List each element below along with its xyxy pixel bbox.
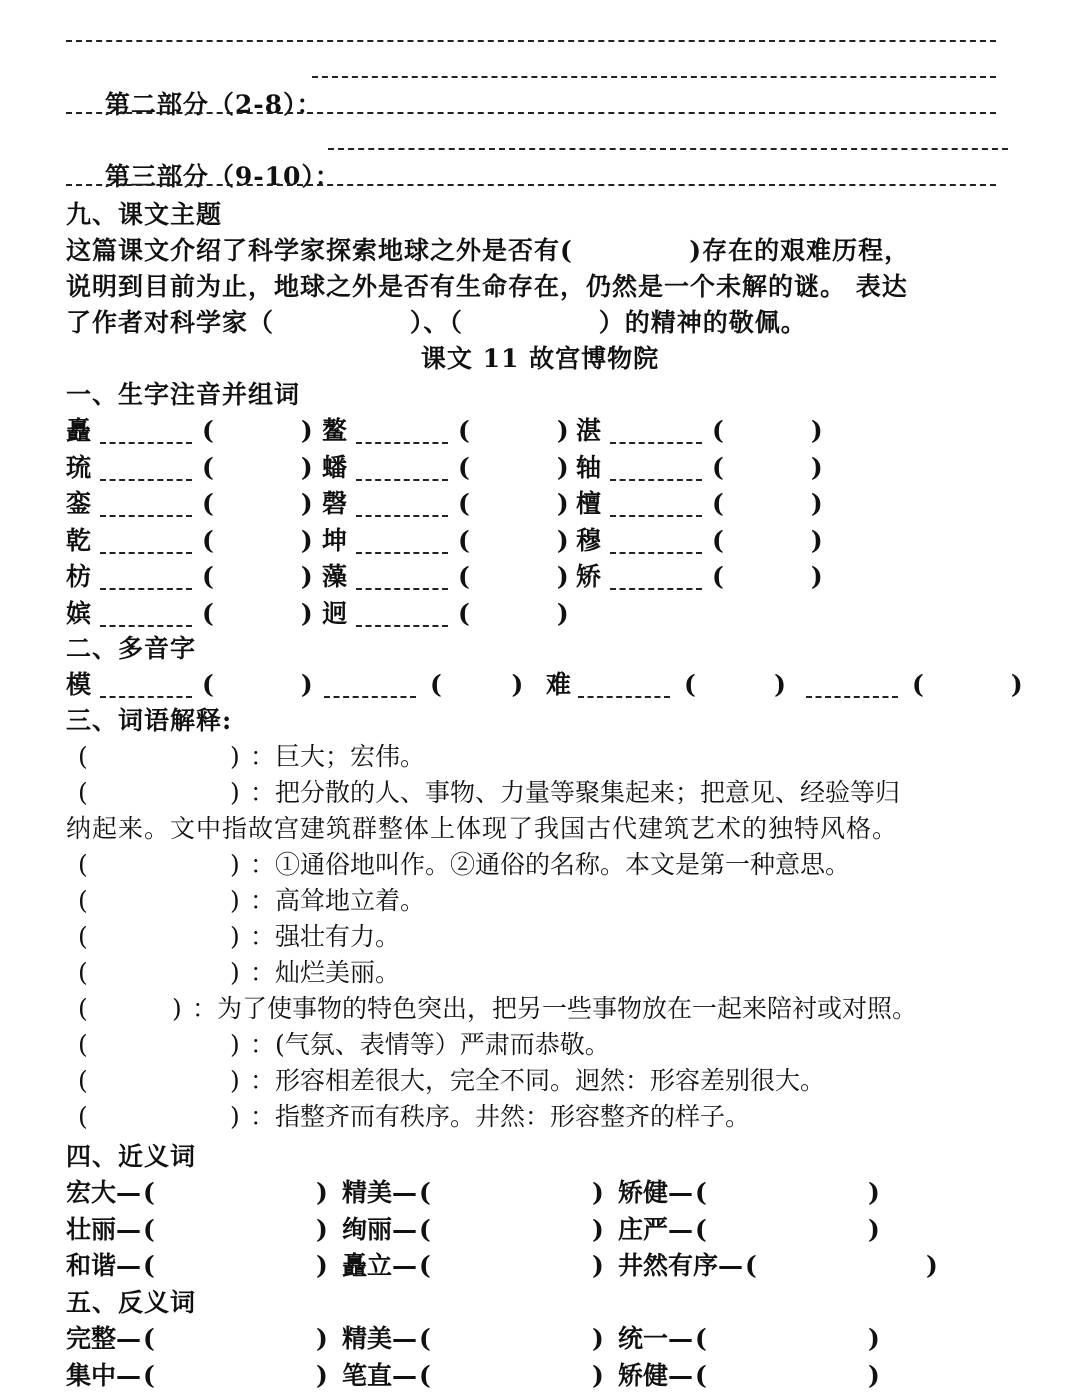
lesson-title: 课文 11 故宫博物院: [420, 344, 660, 373]
s1-char: 鳌: [322, 416, 348, 445]
s1-char: 迥: [322, 598, 348, 628]
paren: ( ): [458, 416, 569, 445]
answer-blank: [356, 420, 448, 444]
paren: ( ): [430, 670, 524, 699]
answer-blank: [610, 566, 702, 590]
paren: ): [230, 850, 240, 879]
outline-part2-label: 第二部分（2-8）：: [104, 90, 323, 119]
paren: (: [78, 1066, 88, 1095]
s5-word: 集中—: [66, 1360, 142, 1390]
paren: (: [143, 1214, 155, 1244]
answer-blank: [356, 530, 448, 554]
s3-definition: ：灿烂美丽。: [250, 958, 401, 987]
answer-blank: [100, 603, 192, 627]
answer-blank: [100, 674, 192, 698]
paren: (: [78, 1102, 88, 1131]
paren: ( ): [458, 562, 569, 591]
s3-definition: ：把分散的人、事物、力量等聚集起来；把意见、经验等归: [250, 778, 901, 807]
answer-blank: [356, 566, 448, 590]
section9-line3: 了作者对科学家（ ）、（ ）的精神的敬佩。: [66, 308, 807, 337]
outline-part2: [66, 54, 1020, 119]
paren: ): [230, 1030, 240, 1059]
s3-item: [78, 1100, 1038, 1134]
s5-heading: 五、反义词: [66, 1288, 197, 1317]
s4-row: [66, 1213, 1006, 1247]
s4-heading: 四、近义词: [66, 1142, 197, 1171]
paren: ): [316, 1251, 328, 1280]
paren: ): [926, 1251, 938, 1280]
section9-heading: 九、课文主题: [66, 200, 223, 229]
s1-char: 矗: [66, 416, 92, 445]
paren: (: [78, 1030, 88, 1059]
paren: (: [695, 1178, 707, 1207]
s2-char: 难: [546, 670, 572, 699]
paren: (: [143, 1360, 155, 1390]
paren: (: [78, 850, 88, 879]
answer-blank: [578, 674, 670, 698]
s4-row: [66, 1176, 1006, 1210]
paren: (: [745, 1251, 757, 1280]
s1-char: 穆: [576, 525, 602, 555]
s3-item: [78, 1064, 1038, 1098]
paren: ): [868, 1324, 880, 1353]
s3-definition: ：巨大；宏伟。: [250, 742, 426, 771]
paren: ( ): [684, 670, 786, 699]
s1-char: 嫔: [66, 598, 92, 628]
s3-definition: ：高耸地立着。: [250, 886, 426, 915]
paren: ): [316, 1360, 328, 1390]
s5-word: 精美—: [342, 1324, 418, 1353]
s3-definition: ：为了使事物的特色突出，把另一些事物放在一起来陪衬或对照。: [192, 994, 918, 1023]
paren: (: [419, 1214, 431, 1244]
answer-blank: [610, 530, 702, 554]
answer-blank: [100, 530, 192, 554]
paren: (: [143, 1178, 155, 1207]
paren: ): [230, 1102, 240, 1131]
paren: ): [592, 1251, 604, 1280]
outline-part3-label: 第三部分（9-10）：: [104, 162, 341, 191]
paren: ): [868, 1360, 880, 1390]
paren: (: [419, 1324, 431, 1353]
s1-row: [66, 597, 966, 631]
answer-blank: [610, 457, 702, 481]
s3-definition: ：强壮有力。: [250, 922, 401, 951]
answer-blank: [356, 493, 448, 517]
s1-char: 坤: [322, 525, 348, 555]
s4-word: 和谐—: [66, 1251, 142, 1280]
s5-word: 矫健—: [618, 1360, 694, 1390]
paren: ): [230, 886, 240, 915]
s1-char: 藻: [322, 562, 348, 591]
answer-blank: [356, 603, 448, 627]
paren: (: [695, 1214, 707, 1244]
s1-row: [66, 524, 966, 558]
s3-heading: 三、词语解释:: [66, 706, 233, 735]
s4-word: 精美—: [342, 1178, 418, 1207]
paren: ( ): [202, 489, 313, 518]
answer-line: [328, 148, 1008, 150]
s4-row: [66, 1249, 1006, 1283]
paren: ( ): [712, 452, 823, 482]
answer-blank: [356, 457, 448, 481]
s1-char: 矫: [576, 562, 602, 591]
paren: (: [695, 1324, 707, 1353]
s1-char: 轴: [576, 452, 602, 482]
paren: ( ): [712, 525, 823, 555]
s3-continuation: 纳起来。文中指故宫建筑群整体上体现了我国古代建筑艺术的独特风格。: [66, 814, 899, 843]
s3-item: [78, 920, 1038, 954]
s5-word: 完整—: [66, 1324, 142, 1353]
s1-char: 磬: [322, 489, 348, 518]
paren: ( ): [202, 416, 313, 445]
paren: ): [868, 1214, 880, 1244]
paren: ( ): [202, 562, 313, 591]
s4-word: 绚丽—: [342, 1214, 418, 1244]
paren: ( ): [202, 452, 313, 482]
paren: ( ): [712, 562, 823, 591]
s3-item: [78, 992, 1038, 1026]
s1-row: [66, 560, 966, 594]
s5-row: [66, 1322, 1006, 1356]
paren: ): [316, 1178, 328, 1207]
paren: ( ): [202, 598, 313, 628]
s3-item: [78, 776, 1038, 810]
answer-blank: [324, 674, 416, 698]
answer-line: [312, 76, 996, 78]
paren: ): [230, 958, 240, 987]
s3-item: [78, 1028, 1038, 1062]
answer-blank: [610, 493, 702, 517]
s2-heading: 二、多音字: [66, 634, 197, 663]
paren: ): [592, 1324, 604, 1353]
answer-blank: [806, 674, 898, 698]
s1-char: 蟠: [322, 452, 348, 482]
paren: ( ): [912, 670, 1023, 699]
s3-definition: ：(气氛、表情等）严肃而恭敬。: [250, 1030, 610, 1059]
paren: ): [230, 1066, 240, 1095]
s3-definition: ：形容相差很大，完全不同。迥然：形容差别很大。: [250, 1066, 826, 1095]
paren: (: [695, 1360, 707, 1390]
paren: ( ): [458, 489, 569, 518]
paren: ): [868, 1178, 880, 1207]
s3-item: [78, 884, 1038, 918]
answer-blank: [100, 420, 192, 444]
section9-line1: 这篇课文介绍了科学家探索地球之外是否有( )存在的艰难历程，: [66, 236, 911, 265]
s3-definition: ：指整齐而有秩序。井然：形容整齐的样子。: [250, 1102, 751, 1131]
paren: (: [419, 1178, 431, 1207]
s4-word: 矗立—: [342, 1251, 418, 1280]
s2-row: [66, 668, 1026, 702]
s3-item: [78, 848, 1038, 882]
paren: (: [78, 958, 88, 987]
s1-heading: 一、生字注音并组词: [66, 380, 301, 409]
answer-line: [66, 40, 996, 42]
paren: (: [78, 994, 88, 1023]
paren: ( ): [202, 525, 313, 555]
paren: ( ): [458, 452, 569, 482]
section9-line2: 说明到目前为止，地球之外是否有生命存在，仍然是一个未解的谜。 表达: [66, 272, 908, 301]
paren: ): [172, 994, 182, 1023]
answer-blank: [100, 493, 192, 517]
paren: (: [419, 1251, 431, 1280]
s4-word: 井然有序—: [618, 1251, 744, 1280]
paren: ): [592, 1360, 604, 1390]
s3-item: [78, 740, 1038, 774]
answer-blank: [100, 457, 192, 481]
s1-char: 琉: [66, 452, 92, 482]
answer-line: [66, 184, 996, 186]
s5-row: [66, 1359, 1006, 1393]
s1-row: [66, 487, 966, 521]
paren: ): [230, 742, 240, 771]
s2-char: 模: [66, 670, 92, 699]
paren: ): [316, 1214, 328, 1244]
s1-char: 湛: [576, 416, 602, 445]
paren: ( ): [712, 489, 823, 518]
s4-word: 壮丽—: [66, 1214, 142, 1244]
s4-word: 庄严—: [618, 1214, 694, 1244]
s1-row: [66, 451, 966, 485]
paren: ( ): [458, 525, 569, 555]
paren: (: [78, 886, 88, 915]
paren: ( ): [458, 598, 569, 628]
paren: ): [230, 922, 240, 951]
s1-row: [66, 414, 966, 448]
s4-word: 矫健—: [618, 1178, 694, 1207]
paren: (: [143, 1251, 155, 1280]
paren: (: [78, 742, 88, 771]
paren: (: [78, 778, 88, 807]
s1-char: 乾: [66, 525, 92, 555]
paren: (: [419, 1360, 431, 1390]
paren: (: [143, 1324, 155, 1353]
paren: ): [592, 1178, 604, 1207]
s1-char: 銮: [66, 489, 92, 518]
s3-item: [78, 956, 1038, 990]
s5-word: 笔直—: [342, 1360, 418, 1390]
s4-word: 宏大—: [66, 1178, 142, 1207]
answer-blank: [610, 420, 702, 444]
s3-definition: ：①通俗地叫作。②通俗的名称。本文是第一种意思。: [250, 850, 851, 879]
paren: ( ): [712, 416, 823, 445]
paren: ): [316, 1324, 328, 1353]
answer-blank: [100, 566, 192, 590]
paren: ( ): [202, 670, 313, 699]
paren: (: [78, 922, 88, 951]
answer-line: [66, 112, 996, 114]
s5-word: 统一—: [618, 1324, 694, 1353]
outline-part3: [66, 126, 1020, 191]
paren: ): [592, 1214, 604, 1244]
s1-char: 枋: [66, 562, 92, 591]
s1-char: 檀: [576, 489, 602, 518]
paren: ): [230, 778, 240, 807]
